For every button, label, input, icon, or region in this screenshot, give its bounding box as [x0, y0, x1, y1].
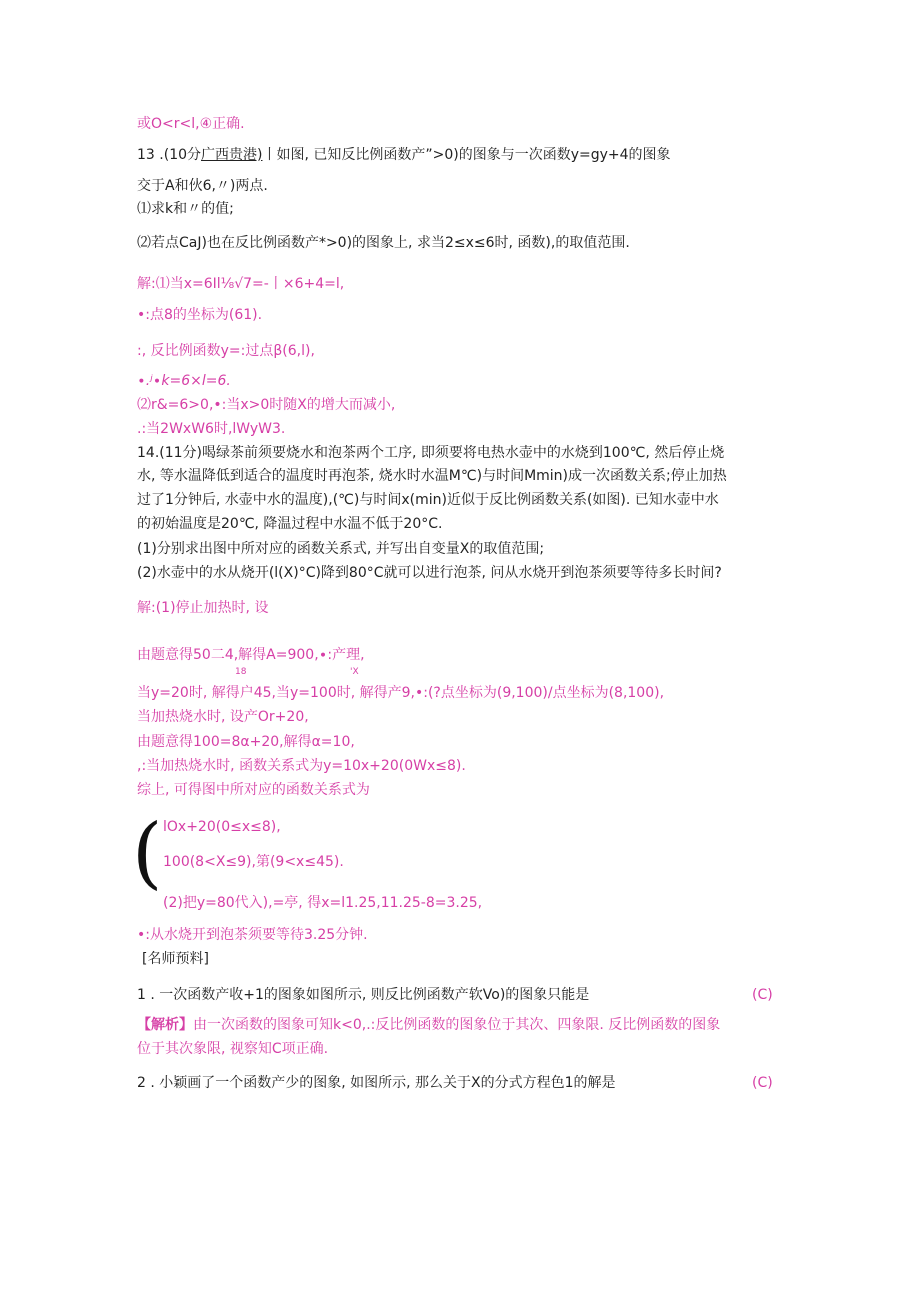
- question-14-line-2: 水, 等水温降低到适合的温度时再泡茶, 烧水时水温M℃)与时间Mmin)成一次函数关系;停止加热: [137, 468, 727, 484]
- question-13-part-2: ⑵若点CaJ)也在反比例函数产*>0)的图象上, 求当2≤x≤6时, 函数),的取值范围.: [137, 235, 630, 251]
- solution-line: •:点8的坐标为(61).: [137, 307, 263, 323]
- solution-line: 解:(1)停止加热时, 设: [137, 600, 269, 616]
- solution-line: •:从水烧开到泡茶须要等待3.25分钟.: [137, 927, 368, 943]
- solution-line: 由题意得100=8α+20,解得α=10,: [137, 734, 355, 750]
- answer-choice: (C): [752, 987, 773, 1003]
- fraction-fragment: 18: [235, 667, 247, 677]
- solution-line: :, 反比例函数y=:过点β(6,l),: [137, 343, 315, 359]
- question-source: 广西贵港): [201, 147, 263, 163]
- solution-line: 当加热烧水时, 设产Or+20,: [137, 709, 309, 725]
- piecewise-case-2: 100(8<X≤9),第(9<x≤45).: [163, 854, 344, 870]
- solution-line: ⑵r&=6>0,•:当x>0时随X的增大而减小,: [137, 397, 396, 413]
- question-14-part-2: (2)水壶中的水从烧开(l(X)°C)降到80°C就可以进行泡茶, 问从水烧开到泡茶须要等待多长时间?: [137, 565, 722, 581]
- section-heading: [名师预料]: [142, 951, 209, 967]
- question-13-line-1: [137, 146, 671, 164]
- solution-line: 综上, 可得图中所对应的函数关系式为: [137, 782, 370, 798]
- prediction-question-2: 2 . 小颖画了一个函数产少的图象, 如图所示, 那么关于X的分式方程色1的解是: [137, 1075, 616, 1091]
- solution-line: ,:当加热烧水时, 函数关系式为y=10x+20(0Wx≤8).: [137, 758, 466, 774]
- question-14-part-1: (1)分别求出图中所对应的函数关系式, 并写出自变量X的取值范围;: [137, 541, 545, 557]
- solution-line: 解:⑴当x=6Il⅛√7=-丨×6+4=l,: [137, 276, 345, 292]
- analysis-line-1: [137, 1016, 720, 1034]
- question-13-part-1: ⑴求k和〃的值;: [137, 201, 234, 217]
- prediction-question-1: 1 . 一次函数产收+1的图象如图所示, 则反比例函数产软Vo)的图象只能是: [137, 987, 590, 1003]
- question-number: 13: [137, 147, 155, 163]
- solution-line: 当y=20时, 解得户45,当y=100时, 解得产9,•:(?点坐标为(9,100)/点坐标为(8,100),: [137, 685, 665, 701]
- question-14-line-1: 14.(11分)喝绿茶前须要烧水和泡茶两个工序, 即须要将电热水壶中的水烧到100℃, 然后停止烧: [137, 445, 725, 461]
- piecewise-case-1: lOx+20(0≤x≤8),: [163, 819, 281, 835]
- solution-line: 或O<r<l,④正确.: [137, 116, 245, 132]
- analysis-tag: 【解析】: [137, 1017, 193, 1033]
- answer-choice: (C): [752, 1075, 773, 1091]
- solution-line: 由题意得50二4,解得A=900,∙:产理,: [137, 647, 365, 663]
- fraction-fragment: 'X: [350, 667, 359, 677]
- question-score: .(10分: [154, 147, 202, 163]
- question-text: 丨如图, 已知反比例函数产”>0)的图象与一次函数y=gy+4的图象: [262, 147, 671, 163]
- piecewise-brace: (: [132, 808, 163, 898]
- analysis-text: 由一次函数的图象可知k<0,.:反比例函数的图象位于其次、四象限. 反比例函数的图象: [193, 1017, 721, 1033]
- solution-line: .:当2WxW6时,lWyW3.: [137, 421, 286, 437]
- question-14-line-3: 过了1分钟后, 水壶中水的温度),(℃)与时间x(min)近似于反比例函数关系(如图). 已知水壶中水: [137, 492, 719, 508]
- solution-line: (2)把y=80代入),=亭, 得x=l1.25,11.25-8=3.25,: [163, 895, 483, 911]
- solution-line: ∙.ʲ∙k=6×l=6.: [137, 373, 231, 389]
- analysis-line-2: 位于其次象限, 视察知C项正确.: [137, 1041, 329, 1057]
- question-13-line-2: 交于A和伙6,〃)两点.: [137, 178, 268, 194]
- question-14-line-4: 的初始温度是20℃, 降温过程中水温不低于20°C.: [137, 516, 443, 532]
